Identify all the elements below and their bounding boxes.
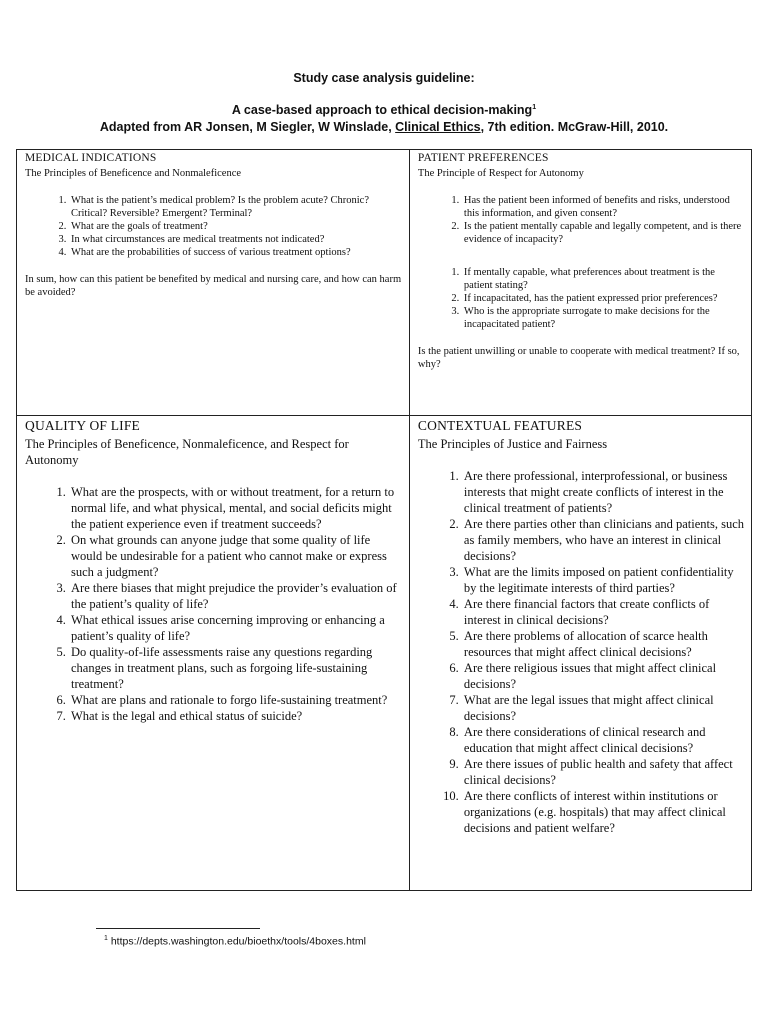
list-item: 1. What is the patient’s medical problem? Is the problem acute? Chronic? Critical? Reversible? Emergent? Terminal? [69,194,403,220]
question-list [418,468,745,836]
list-item: 4. What are the probabilities of success of various treatment options? [69,246,403,259]
box-summary: In sum, how can this patient be benefited by medical and nursing care, and how can harm be avoided? [25,274,402,298]
header-line-3-prefix: Adapted from AR Jonsen, M Siegler, W Winslade, [99,120,396,135]
medical-indications-box [17,150,410,415]
box-subtitle: The Principles of Beneficence, Nonmaleficence, and Respect for Autonomy [25,437,349,467]
grid-row-bottom [17,416,751,890]
box-summary: Is the patient unwilling or unable to cooperate with medical treatment? If so, why? [417,346,740,370]
header-line-3-suffix: , 7th edition. McGraw-Hill, 2010. [480,120,669,135]
box-title: PATIENT PREFERENCES [417,152,549,164]
list-item: 1. Has the patient been informed of benefits and risks, understood this information, and given consent? [462,194,745,220]
list-item: 1. Are there professional, interprofessional, or business interests that might create conflicts of interest in the clinical treatment of patients? [462,468,745,516]
list-item: 2. What are the goals of treatment? [69,220,403,233]
list-item: 1. If mentally capable, what preferences about treatment is the patient stating? [462,266,745,292]
list-item: 3. Who is the appropriate surrogate to make decisions for the incapacitated patient? [462,305,745,331]
question-list [25,194,403,259]
header-line-3 [0,119,768,136]
box-subtitle: The Principles of Beneficence and Nonmaleficence [25,168,242,179]
footnote-ref: 1 [532,104,537,111]
list-item: 1. What are the prospects, with or without treatment, for a return to normal life, and what physical, mental, and social deficits might the patient experience even if treatment succeeds? [69,484,403,532]
list-item: 3. Are there biases that might prejudice the provider’s evaluation of the patient’s quality of life? [69,580,403,612]
list-item: 3. What are the limits imposed on patient confidentiality by the legitimate interests of third parties? [462,564,745,596]
box-subtitle: The Principles of Justice and Fairness [417,437,608,451]
box-subtitle: The Principle of Respect for Autonomy [417,168,584,179]
footnote-divider [96,928,260,929]
document-header [0,70,768,136]
box-title: MEDICAL INDICATIONS [25,152,157,164]
list-item: 2. On what grounds can anyone judge that some quality of life would be undesirable for a patient who cannot make or express such a judgment? [69,532,403,580]
list-item: 5. Are there problems of allocation of scarce health resources that might affect clinical decisions? [462,628,745,660]
list-item: 6. Are there religious issues that might affect clinical decisions? [462,660,745,692]
box-title: CONTEXTUAL FEATURES [417,418,583,433]
list-item: 2. Is the patient mentally capable and legally competent, and is there evidence of incapacity? [462,220,745,246]
list-item: 4. Are there financial factors that create conflicts of interest in clinical decisions? [462,596,745,628]
quality-of-life-box [17,416,410,890]
header-line-2 [0,99,768,119]
contextual-features-box [410,416,751,890]
footnote [104,935,366,948]
footnote-marker: 1 [104,935,108,942]
list-item: 2. Are there parties other than clinicians and patients, such as family members, who have an interest in clinical decisions? [462,516,745,564]
list-item: 9. Are there issues of public health and safety that affect clinical decisions? [462,756,745,788]
book-title: Clinical Ethics [395,120,481,135]
question-list [25,484,403,724]
list-item: 7. What is the legal and ethical status of suicide? [69,708,403,724]
patient-preferences-box [410,150,751,415]
footnote-text: https://depts.washington.edu/bioethx/tools/4boxes.html [107,935,366,948]
list-item: 6. What are plans and rationale to forgo life-sustaining treatment? [69,692,403,708]
list-item: 5. Do quality-of-life assessments raise any questions regarding changes in treatment plans, such as forgoing life-sustaining treatment? [69,644,403,692]
list-item: 8. Are there considerations of clinical research and education that might affect clinical decisions? [462,724,745,756]
list-item: 7. What are the legal issues that might affect clinical decisions? [462,692,745,724]
header-line-1: Study case analysis guideline: [293,71,475,85]
list-item: 3. In what circumstances are medical treatments not indicated? [69,233,403,246]
question-list [418,266,745,331]
four-box-grid [16,149,752,891]
list-item: 4. What ethical issues arise concerning improving or enhancing a patient’s quality of life? [69,612,403,644]
list-item: 10. Are there conflicts of interest within institutions or organizations (e.g. hospitals) that may affect clinical decisions and patient welfare? [462,788,745,836]
list-item: 2. If incapacitated, has the patient expressed prior preferences? [462,292,745,305]
question-list [418,194,745,246]
grid-row-top [17,150,751,416]
box-title: QUALITY OF LIFE [25,418,140,433]
header-line-2-text: A case-based approach to ethical decision-making [231,103,533,118]
